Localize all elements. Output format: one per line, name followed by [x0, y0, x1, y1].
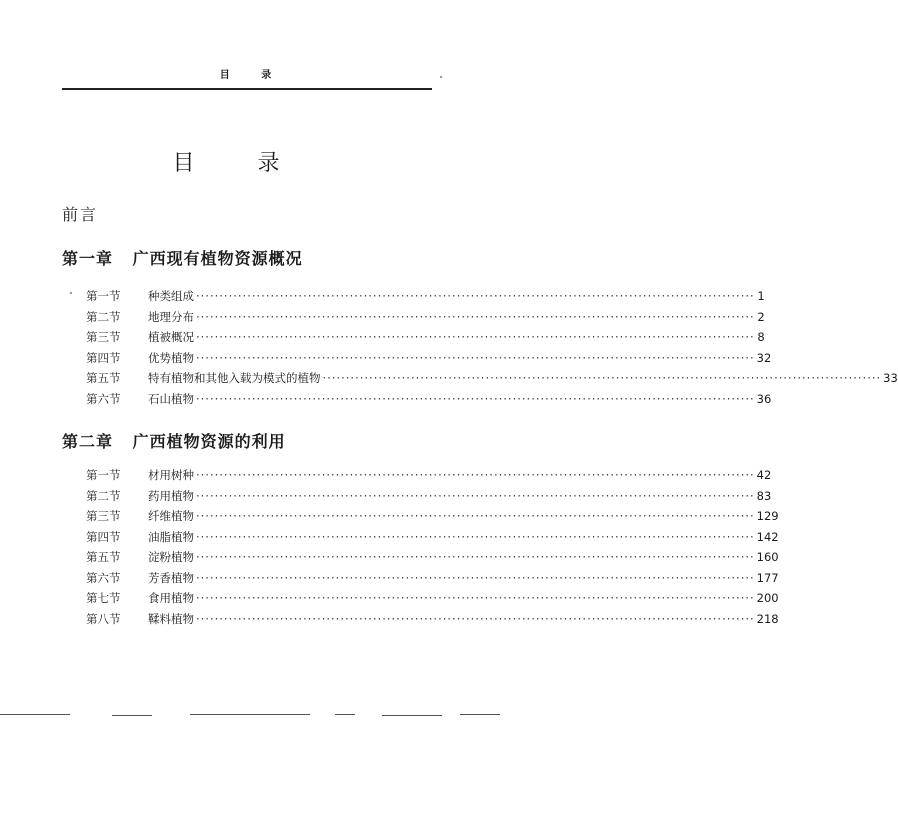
toc-entry[interactable]	[86, 611, 779, 632]
page-number: 42	[756, 468, 772, 482]
toc-entry[interactable]	[86, 329, 765, 350]
toc-entry[interactable]	[86, 529, 779, 550]
section-title: 石山植物	[148, 391, 194, 406]
scan-speck	[70, 292, 72, 294]
toc-preface-link[interactable]: 前言	[62, 205, 99, 224]
chapter-2-heading[interactable]	[62, 429, 286, 452]
section-title: 芳香植物	[148, 570, 194, 585]
toc-entry[interactable]	[86, 508, 779, 529]
page-number: 200	[756, 591, 779, 605]
page-number: 8	[757, 330, 765, 344]
toc-entry[interactable]	[86, 590, 779, 611]
dot-leader: ························································································································	[196, 488, 755, 503]
chapter-1-section-list	[86, 288, 898, 411]
scan-artifact-line	[382, 715, 442, 716]
chapter-2-number: 第二章	[62, 432, 114, 451]
toc-entry[interactable]	[86, 570, 779, 591]
section-title: 特有植物和其他入载为模式的植物	[148, 371, 321, 385]
dot-leader: ························································································································	[196, 468, 755, 482]
dot-leader: ························································································································	[196, 611, 755, 626]
chapter-2-section-list	[86, 467, 779, 631]
section-number: 第五节	[86, 550, 121, 564]
section-number: 第四节	[86, 529, 121, 544]
toc-entry[interactable]	[86, 309, 765, 330]
dot-leader: ························································································································	[196, 391, 755, 406]
toc-entry[interactable]	[86, 391, 772, 412]
section-title: 材用树种	[148, 468, 194, 482]
dot-leader: ························································································································	[196, 550, 755, 564]
chapter-1-heading[interactable]	[62, 246, 303, 269]
section-number: 第一节	[86, 468, 121, 482]
section-number: 第六节	[86, 391, 121, 406]
dot-leader: ························································································································	[196, 350, 755, 365]
scan-artifact-line	[460, 714, 500, 715]
chapter-1-title: 广西现有植物资源概况	[132, 249, 303, 268]
scan-speck	[440, 76, 442, 78]
section-number: 第三节	[86, 330, 121, 344]
page-number: 32	[756, 350, 772, 365]
scan-artifact-line	[0, 714, 70, 715]
header-rule	[62, 88, 432, 90]
page-number: 83	[756, 488, 772, 503]
dot-leader: ························································································································	[322, 371, 882, 385]
scan-artifact-line	[335, 714, 355, 715]
section-title: 药用植物	[148, 488, 194, 503]
page-number: 142	[756, 529, 779, 544]
section-title: 优势植物	[148, 350, 194, 365]
running-header: 目 录	[219, 70, 286, 81]
section-title: 淀粉植物	[148, 550, 194, 564]
toc-entry[interactable]	[86, 488, 772, 509]
page-number: 1	[757, 289, 765, 303]
toc-entry[interactable]	[86, 467, 772, 488]
section-number: 第一节	[86, 289, 121, 303]
scan-artifact-line	[190, 714, 310, 715]
page-title: 目 录	[172, 151, 308, 176]
page-number: 218	[756, 611, 779, 626]
section-number: 第七节	[86, 591, 121, 605]
toc-entry[interactable]	[86, 549, 779, 570]
section-title: 纤维植物	[148, 509, 194, 523]
section-number: 第六节	[86, 570, 121, 585]
page-number: 33	[883, 371, 898, 385]
page-number: 160	[756, 550, 779, 564]
dot-leader: ························································································································	[196, 570, 755, 585]
section-number: 第四节	[86, 350, 121, 365]
dot-leader: ························································································································	[196, 309, 755, 324]
dot-leader: ························································································································	[196, 289, 755, 303]
section-number: 第五节	[86, 371, 121, 385]
chapter-2-title: 广西植物资源的利用	[132, 432, 286, 451]
section-title: 植被概况	[148, 330, 194, 344]
dot-leader: ························································································································	[196, 591, 755, 605]
toc-entry[interactable]	[86, 370, 898, 391]
section-title: 食用植物	[148, 591, 194, 605]
chapter-1-number: 第一章	[62, 249, 114, 268]
page-number: 36	[756, 391, 772, 406]
section-title: 地理分布	[148, 309, 194, 324]
section-number: 第八节	[86, 611, 121, 626]
page-number: 129	[756, 509, 779, 523]
section-title: 鞣料植物	[148, 611, 194, 626]
scan-artifact-line	[112, 715, 152, 716]
section-title: 种类组成	[148, 289, 194, 303]
toc-entry[interactable]	[86, 288, 765, 309]
page-number: 2	[757, 309, 765, 324]
toc-entry[interactable]	[86, 350, 772, 371]
dot-leader: ························································································································	[196, 529, 755, 544]
section-number: 第二节	[86, 309, 121, 324]
section-number: 第三节	[86, 509, 121, 523]
dot-leader: ························································································································	[196, 509, 755, 523]
section-title: 油脂植物	[148, 529, 194, 544]
section-number: 第二节	[86, 488, 121, 503]
dot-leader: ························································································································	[196, 330, 755, 344]
page-number: 177	[756, 570, 779, 585]
